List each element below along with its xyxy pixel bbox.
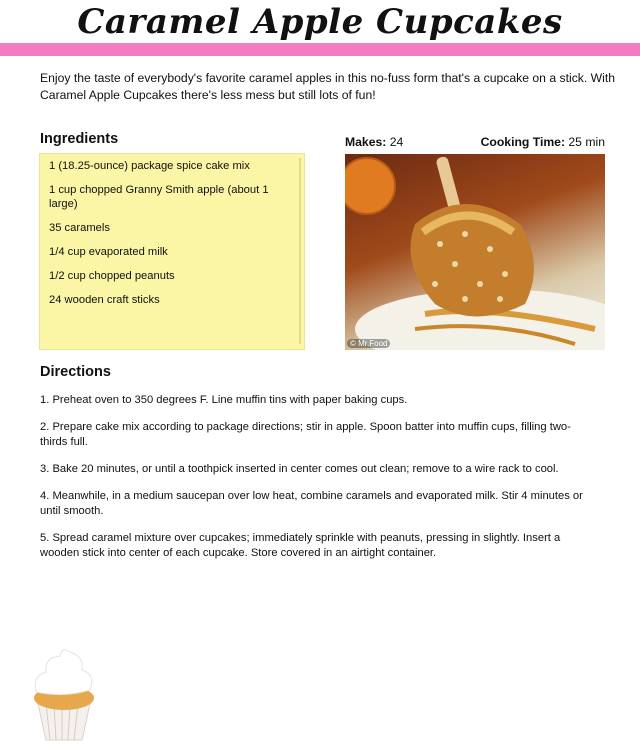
cooking-time-label: Cooking Time: bbox=[480, 135, 566, 149]
direction-step: 2. Prepare cake mix according to package directions; stir in apple. Spoon batter into muffin cups, filling two-thirds full. bbox=[40, 421, 571, 448]
direction-step: 3. Bake 20 minutes, or until a toothpick inserted in center comes out clean; remove to a wire rack to cool. bbox=[40, 463, 559, 475]
direction-step: 4. Meanwhile, in a medium saucepan over low heat, combine caramels and evaporated milk. Stir 4 minutes or until smooth. bbox=[40, 490, 583, 517]
makes-info bbox=[345, 135, 403, 149]
intro-text: Enjoy the taste of everybody's favorite caramel apples in this no-fuss form that's a cupcake on a stick. With Caramel Apple Cupcakes there's less mess but still lots of fun! bbox=[40, 71, 616, 102]
directions-heading: Directions bbox=[40, 364, 111, 380]
photo-credit: © Mr.Food bbox=[347, 339, 390, 348]
ingredients-box bbox=[39, 153, 305, 350]
ingredient-item: 1 (18.25-ounce) package spice cake mix bbox=[49, 160, 250, 172]
recipe-photo bbox=[345, 154, 605, 350]
cooking-time-info bbox=[481, 135, 605, 149]
page-title: Caramel Apple Cupcakes bbox=[77, 2, 563, 42]
caramel-apple-cupcake-image bbox=[345, 154, 605, 350]
directions-list bbox=[40, 393, 585, 573]
ingredients-list bbox=[40, 154, 304, 307]
ingredient-item: 1/4 cup evaporated milk bbox=[49, 246, 168, 258]
ingredients-heading: Ingredients bbox=[40, 131, 119, 147]
makes-value: 24 bbox=[389, 135, 404, 149]
ingredient-item: 1/2 cup chopped peanuts bbox=[49, 270, 175, 282]
cupcake-icon bbox=[24, 646, 104, 742]
ingredient-item: 35 caramels bbox=[49, 222, 110, 234]
ingredient-item: 24 wooden craft sticks bbox=[49, 294, 160, 306]
direction-step: 5. Spread caramel mixture over cupcakes; immediately sprinkle with peanuts, pressing in slightly. Insert a wooden stick into center of each cupcake. Store covered in an airtight container. bbox=[40, 532, 561, 559]
makes-label: Makes: bbox=[345, 135, 387, 149]
direction-step: 1. Preheat oven to 350 degrees F. Line muffin tins with paper baking cups. bbox=[40, 394, 408, 406]
title-underline-bar bbox=[0, 43, 640, 56]
ingredient-item: 1 cup chopped Granny Smith apple (about 1 large) bbox=[49, 184, 269, 210]
cooking-time-value: 25 min bbox=[568, 135, 605, 149]
